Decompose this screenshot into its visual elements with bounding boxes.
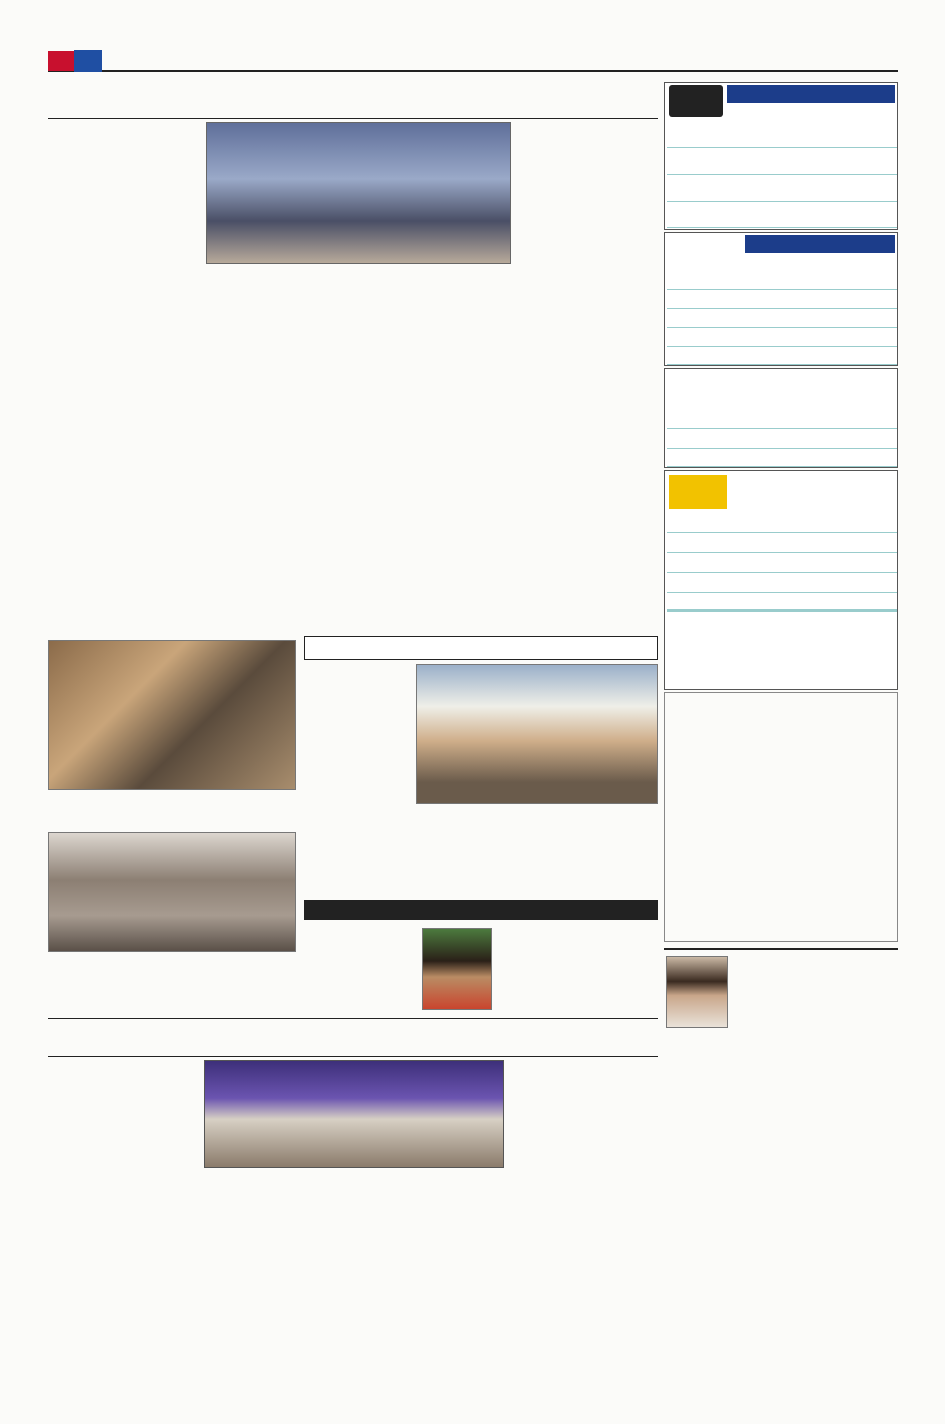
mvc-logo — [671, 373, 731, 403]
mvc-box — [664, 368, 898, 468]
story3-headline-box — [304, 900, 658, 920]
masthead — [48, 50, 898, 72]
pvr-mall-show-row — [667, 611, 897, 612]
story5-region — [48, 1038, 898, 1384]
phd-text — [734, 970, 896, 1030]
pvr-show-row — [667, 573, 897, 593]
farmer-photo — [422, 928, 492, 1010]
pvr-logo — [669, 475, 727, 509]
inox-show-row — [667, 347, 897, 365]
mvc-show-list — [667, 409, 897, 467]
story1-col2 — [206, 268, 356, 564]
pvr-show-row — [667, 533, 897, 553]
group-photo-caption — [48, 956, 296, 1008]
pvr-show-row — [667, 553, 897, 573]
drc-cinemas-box — [664, 82, 898, 230]
inox-logo — [669, 235, 741, 267]
page-number — [74, 50, 102, 72]
inox-name — [745, 235, 895, 253]
story1-photo — [206, 122, 511, 264]
drc-logo — [669, 85, 723, 117]
page-label-badge — [48, 51, 74, 71]
phd-photo — [666, 956, 728, 1028]
story2-headline-box — [304, 636, 658, 660]
mvc-show-row — [667, 409, 897, 429]
story1-col3 — [362, 268, 512, 564]
mvc-show-row — [667, 449, 897, 467]
story2-text-cont — [416, 808, 658, 898]
inox-show-row — [667, 328, 897, 347]
drc-show-row — [667, 121, 897, 148]
inox-show-row — [667, 309, 897, 328]
inox-show-row — [667, 271, 897, 290]
drc-show-row — [667, 202, 897, 228]
inox-show-list — [667, 271, 897, 365]
story1-col1 — [50, 122, 198, 564]
drc-show-list — [667, 121, 897, 228]
inox-show-row — [667, 290, 897, 309]
talkies-list — [664, 692, 898, 942]
pvr-show-row — [667, 513, 897, 533]
story1-headline — [48, 78, 658, 116]
pvr-mall-shows — [667, 609, 897, 612]
story2-photo — [416, 664, 658, 804]
story2-text — [304, 664, 412, 894]
pvr-show-list — [667, 513, 897, 593]
group-photo — [48, 832, 296, 952]
drc-show-row — [667, 148, 897, 175]
temple-photo — [48, 640, 296, 790]
temple-photo-caption — [48, 794, 296, 826]
divider — [48, 118, 658, 119]
story1-col4 — [518, 122, 658, 564]
inox-box — [664, 232, 898, 366]
pvr-box — [664, 470, 898, 690]
drc-name — [727, 85, 895, 103]
divider — [48, 1018, 658, 1019]
phd-notice — [664, 948, 898, 1030]
mvc-show-row — [667, 429, 897, 449]
drc-show-row — [667, 175, 897, 202]
